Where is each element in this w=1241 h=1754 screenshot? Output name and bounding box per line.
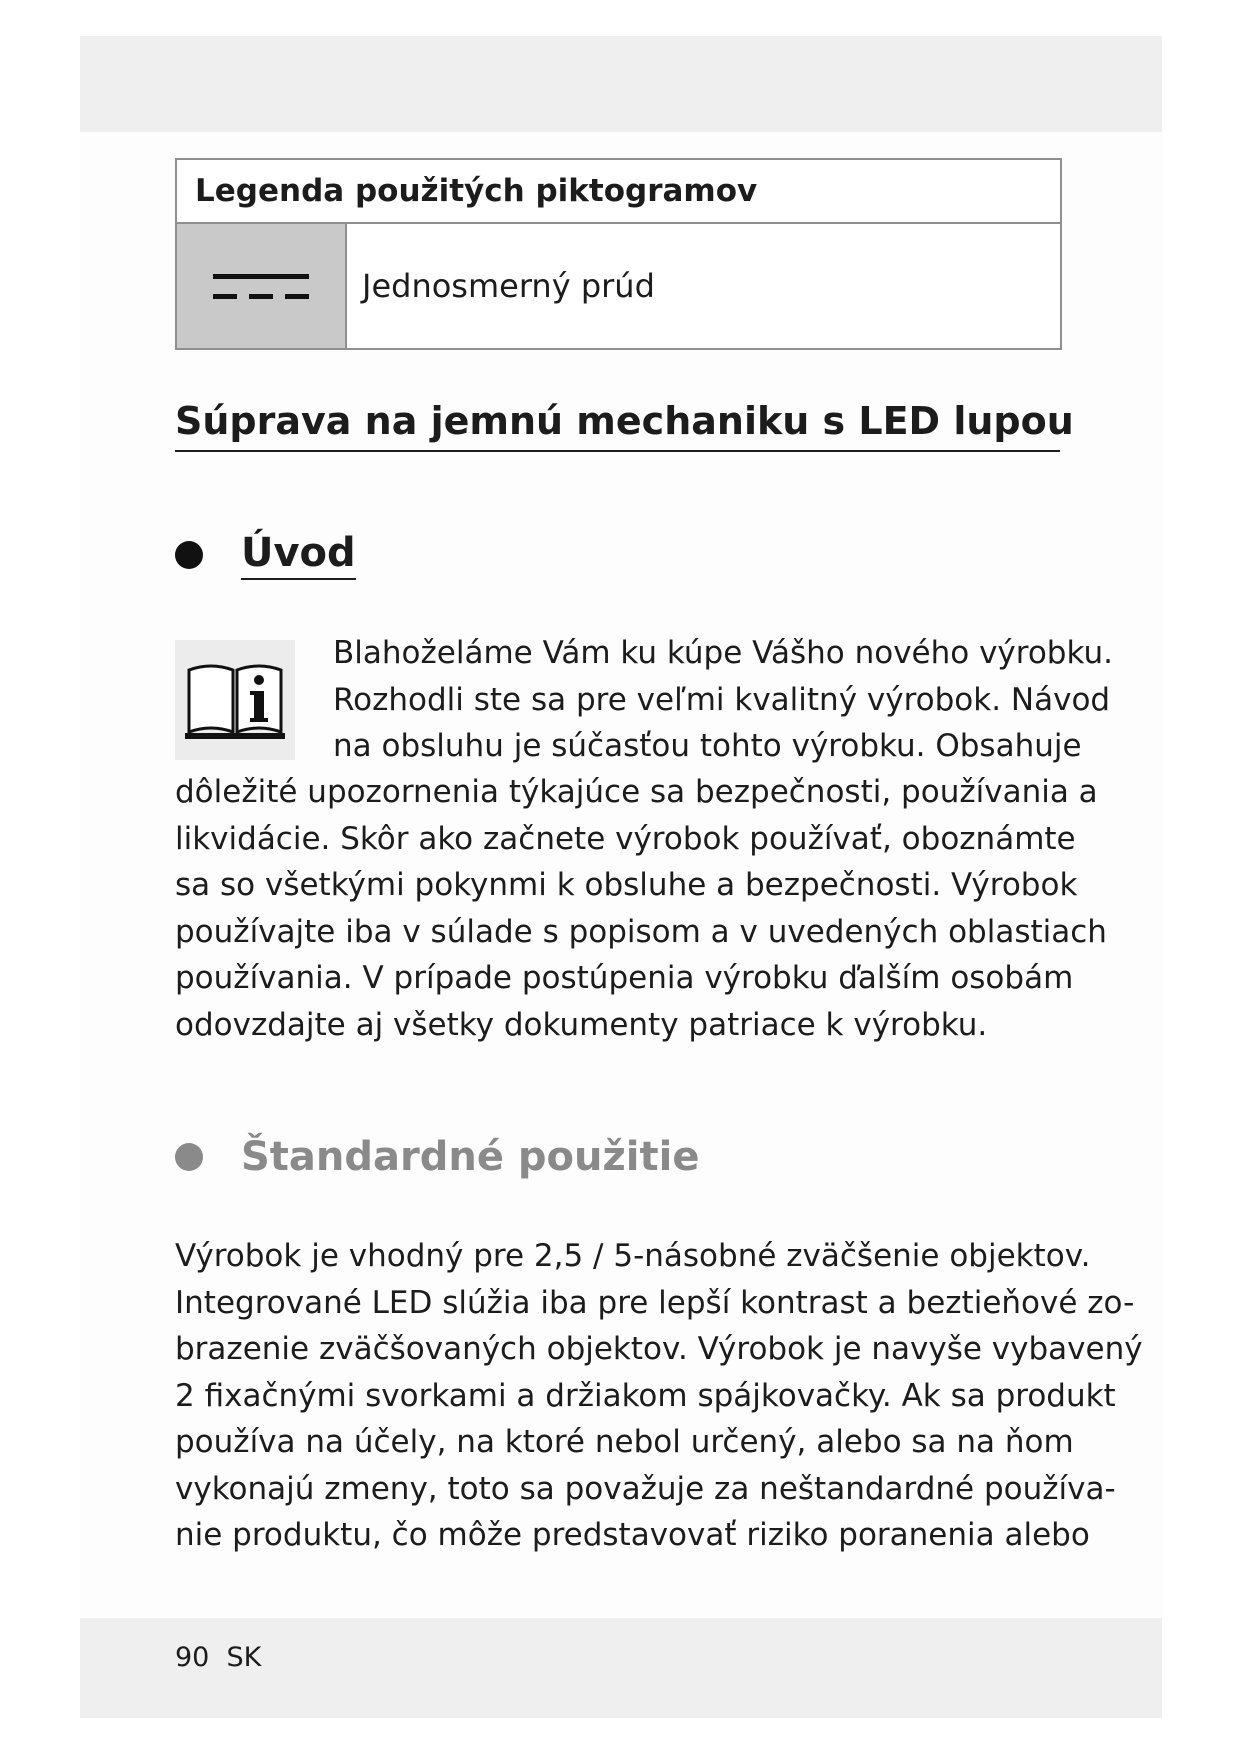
text-line: Výrobok je vhodný pre 2,5 / 5-násobné zväčšenie objektov. (175, 1238, 1091, 1274)
bullet-icon (175, 1143, 203, 1171)
document-title: Súprava na jemnú mechaniku s LED lupou (175, 399, 1074, 443)
header-band (80, 36, 1162, 132)
legend-icon-cell (177, 224, 347, 348)
document-title-block (175, 392, 1074, 452)
page-footer (175, 1642, 261, 1673)
section-heading-text: Úvod (241, 530, 356, 580)
text-line: dôležité upozornenia týkajúce sa bezpečnosti, používania a (175, 774, 1098, 810)
legend-row (177, 224, 1060, 348)
intro-paragraph (175, 769, 1107, 1048)
text-line: používa na účely, na ktoré nebol určený, alebo sa na ňom (175, 1424, 1074, 1460)
text-line: sa so všetkými pokynmi k obsluhe a bezpečnosti. Výrobok (175, 867, 1078, 903)
intro-paragraph-beside-icon (333, 630, 1113, 770)
language-code: SK (226, 1642, 262, 1673)
text-line: vykonajú zmeny, toto sa považuje za neštandardné používa- (175, 1470, 1116, 1507)
legend-label: Jednosmerný prúd (362, 267, 655, 305)
text-line: 2 fixačnými svorkami a držiakom spájkovačky. Ak sa produkt (175, 1377, 1116, 1414)
legend-title: Legenda použitých piktogramov (177, 160, 1060, 224)
section-heading-intro (175, 530, 356, 580)
pictogram-legend-table (175, 158, 1062, 350)
text-line: používajte iba v súlade s popisom a v uvedených oblastiach (175, 913, 1107, 950)
text-line: brazenie zväčšovaných objektov. Výrobok je navyše vybavený (175, 1331, 1143, 1367)
page-number: 90 (175, 1642, 210, 1673)
info-book-icon (175, 640, 295, 760)
text-line: používania. V prípade postúpenia výrobku ďalším osobám (175, 960, 1074, 996)
text-line: likvidácie. Skôr ako začnete výrobok používať, oboznámte (175, 820, 1076, 857)
text-line: odovzdajte aj všetky dokumenty patriace k výrobku. (175, 1006, 988, 1043)
section-heading-text: Štandardné použitie (241, 1134, 700, 1180)
text-line: Integrované LED slúžia iba pre lepší kontrast a beztieňové zo- (175, 1284, 1135, 1321)
text-line: nie produktu, čo môže predstavovať riziko poranenia alebo (175, 1517, 1090, 1553)
direct-current-icon (207, 268, 315, 304)
text-line: Rozhodli ste sa pre veľmi kvalitný výrobok. Návod (333, 681, 1111, 718)
text-line: na obsluhu je súčasťou tohto výrobku. Obsahuje (333, 728, 1082, 764)
standard-use-paragraph (175, 1233, 1143, 1559)
bullet-icon (175, 541, 203, 569)
text-line: Blahoželáme Vám ku kúpe Vášho nového výrobku. (333, 635, 1113, 671)
section-heading-standard-use (175, 1134, 699, 1180)
